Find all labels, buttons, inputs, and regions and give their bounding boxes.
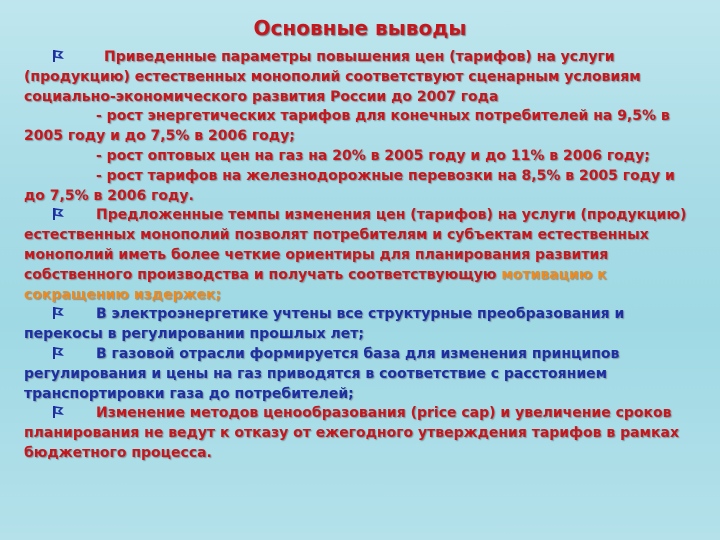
flag-bullet-icon (52, 405, 64, 419)
paragraph-2-text: Предложенные темпы изменения цен (тарифов) на услуги (продукцию) естественных монополий позволят потребителям и субъектам естественных монополий иметь более четкие ориентиры для планирования развития собственного производства и получать соответствующую (24, 207, 687, 283)
paragraph-1-text: Приведенные параметры повышения цен (тарифов) на услуги (продукцию) естественных монополий соответствуют сценарным условиям социально-экономического развития России до 2007 года (24, 49, 641, 105)
flag-bullet-icon (52, 49, 64, 63)
bullet-2 (24, 147, 700, 167)
slide-body (24, 48, 700, 464)
flag-bullet-icon (52, 207, 64, 221)
flag-bullet-icon (52, 306, 64, 320)
bullet-2-text: - рост оптовых цен на газ на 20% в 2005 году и до 11% в 2006 году; (96, 147, 650, 164)
bullet-1 (24, 107, 700, 147)
bullet-3-text: - рост тарифов на железнодорожные перевозки на 8,5% в 2005 году и до 7,5% в 2006 году. (24, 167, 675, 204)
paragraph-4 (24, 345, 700, 404)
paragraph-3 (24, 305, 700, 345)
paragraph-5 (24, 404, 700, 463)
bullet-1-text: - рост энергетических тарифов для конечных потребителей на 9,5% в 2005 году и до 7,5% в 2006 году; (24, 108, 670, 145)
paragraph-1 (24, 48, 700, 107)
paragraph-4-text: В газовой отрасли формируется база для изменения принципов регулирования и цены на газ приводятся в соответствие с расстоянием транспортировки газа до потребителей; (24, 345, 620, 402)
flag-bullet-icon (52, 346, 64, 360)
paragraph-2 (24, 206, 700, 305)
paragraph-5-text: Изменение методов ценообразования (price cap) и увеличение сроков планирования не ведут к отказу от ежегодного утверждения тарифов в рамках бюджетного процесса. (24, 405, 679, 461)
paragraph-2-highlight: мотивацию к сокращению издержек; (24, 266, 607, 303)
paragraph-3-text: В электроэнергетике учтены все структурные преобразования и перекосы в регулировании прошлых лет; (24, 306, 625, 343)
slide-title: Основные выводы (253, 16, 467, 40)
bullet-3 (24, 167, 700, 207)
